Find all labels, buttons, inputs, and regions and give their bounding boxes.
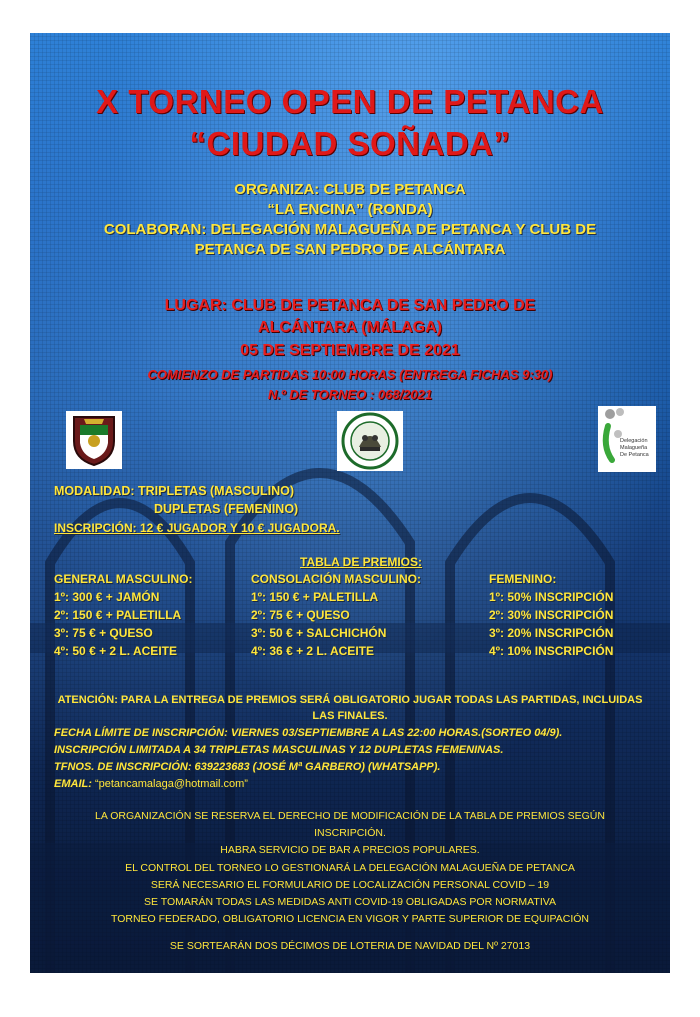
title-line-2: “CIUDAD SOÑADA” (189, 125, 511, 162)
email-label: EMAIL: (54, 778, 95, 790)
logo-text-line-1: Delegación (620, 438, 648, 444)
atencion-line-2: LAS FINALES. (312, 710, 388, 722)
note-torneo-federado: TORNEO FEDERADO, OBLIGATORIO LICENCIA EN VIGOR Y PARTE SUPERIOR DE EQUIPACIÓN (110, 913, 590, 925)
numero-torneo: N.º DE TORNEO : 068/2021 (267, 387, 433, 402)
delegacion-malaguena-logo (598, 406, 656, 472)
femenino-header: FEMENINO: (489, 572, 557, 586)
note-organizacion: LA ORGANIZACIÓN SE RESERVA EL DERECHO DE MODIFICACIÓN DE LA TABLA DE PREMIOS SEGÚN (95, 810, 605, 822)
consolacion-premio-2: 2º: 75 € + QUESO (251, 608, 350, 622)
logo-text-line-2: Malagueña (620, 445, 648, 451)
poster (30, 33, 670, 973)
femenino-premio-4: 4º: 10% INSCRIPCIÓN (489, 644, 614, 658)
general-premio-2: 2º: 150 € + PALETILLA (54, 608, 182, 622)
general-masculino-header: GENERAL MASCULINO: (54, 572, 193, 586)
event-date: 05 DE SEPTIEMBRE DE 2021 (240, 342, 460, 359)
atencion-line-1: ATENCIÓN: PARA LA ENTREGA DE PREMIOS SERÁ OBLIGATORIO JUGAR TODAS LAS PARTIDAS, INCLUIDAS (57, 694, 643, 706)
club-shield-logo (66, 411, 122, 469)
club-la-encina-logo (337, 411, 403, 471)
comienzo-partidas: COMIENZO DE PARTIDAS 10:00 HORAS (ENTREGA FICHAS 9:30) (147, 367, 553, 382)
lugar-line-1: LUGAR: CLUB DE PETANCA DE SAN PEDRO DE (164, 297, 536, 314)
general-premio-1: 1º: 300 € + JAMÓN (54, 590, 160, 604)
telefonos-inscripcion: TFNOS. DE INSCRIPCIÓN: 639223683 (JOSÉ Mª GARBERO) (WHATSAPP). (54, 761, 441, 773)
femenino-premio-1: 1º: 50% INSCRIPCIÓN (489, 590, 614, 604)
modalidad-line-1: MODALIDAD: TRIPLETAS (MASCULINO) (54, 484, 295, 498)
consolacion-premio-4: 4º: 36 € + 2 L. ACEITE (251, 644, 374, 658)
femenino-premio-3: 3º: 20% INSCRIPCIÓN (489, 626, 614, 640)
organiza-line-2: “LA ENCINA” (RONDA) (267, 201, 433, 218)
modalidad-line-2: DUPLETAS (FEMENINO) (154, 502, 299, 516)
note-loteria: SE SORTEARÁN DOS DÉCIMOS DE LOTERIA DE NAVIDAD DEL Nº 27013 (169, 940, 531, 952)
note-inscripcion: INSCRIPCIÓN. (314, 827, 386, 839)
colaboran-line-1: COLABORAN: DELEGACIÓN MALAGUEÑA DE PETANCA Y CLUB DE (103, 221, 597, 238)
inscripcion-limitada: INSCRIPCIÓN LIMITADA A 34 TRIPLETAS MASCULINAS Y 12 DUPLETAS FEMENINAS. (54, 744, 504, 756)
note-bar: HABRA SERVICIO DE BAR A PRECIOS POPULARES. (220, 844, 480, 856)
femenino-premio-2: 2º: 30% INSCRIPCIÓN (489, 608, 614, 622)
consolacion-premio-3: 3º: 50 € + SALCHICHÓN (251, 626, 387, 640)
email-line (54, 778, 248, 790)
consolacion-premio-1: 1º: 150 € + PALETILLA (251, 590, 379, 604)
organiza-line-1: ORGANIZA: CLUB DE PETANCA (234, 181, 466, 198)
email-address[interactable]: “petancamalaga@hotmail.com” (94, 778, 248, 790)
note-control-torneo: EL CONTROL DEL TORNEO LO GESTIONARÁ LA DELEGACIÓN MALAGUEÑA DE PETANCA (125, 862, 575, 874)
general-premio-3: 3º: 75 € + QUESO (54, 626, 153, 640)
note-formulario-covid: SERÁ NECESARIO EL FORMULARIO DE LOCALIZACIÓN PERSONAL COVID – 19 (150, 879, 550, 891)
note-medidas-covid: SE TOMARÁN TODAS LAS MEDIDAS ANTI COVID-19 OBLIGADAS POR NORMATIVA (144, 896, 556, 908)
inscripcion-precio: INSCRIPCIÓN: 12 € JUGADOR Y 10 € JUGADORA. (54, 521, 340, 535)
title-line-1: X TORNEO OPEN DE PETANCA (96, 83, 604, 120)
general-premio-4: 4º: 50 € + 2 L. ACEITE (54, 644, 177, 658)
logo-text-line-3: De Petanca (620, 452, 649, 458)
fecha-limite: FECHA LÍMITE DE INSCRIPCIÓN: VIERNES 03/SEPTIEMBRE A LAS 22:00 HORAS.(SORTEO 04/9). (54, 727, 563, 739)
tabla-premios-title: TABLA DE PREMIOS: (300, 555, 422, 569)
lugar-line-2: ALCÁNTARA (MÁLAGA) (258, 319, 442, 336)
colaboran-line-2: PETANCA DE SAN PEDRO DE ALCÁNTARA (194, 241, 506, 258)
consolacion-masculino-header: CONSOLACIÓN MASCULINO: (251, 572, 421, 586)
